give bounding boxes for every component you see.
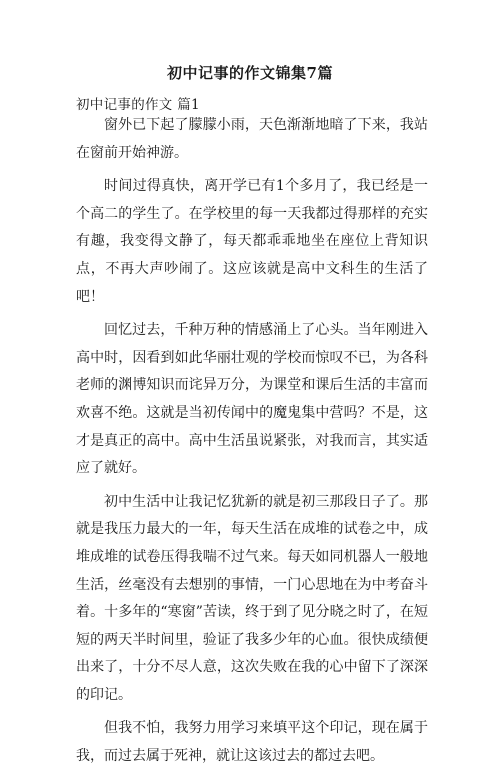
paragraph: 回忆过去，千种万种的情感涌上了心头。当年刚进入高中时，因看到如此华丽壮观的学校而惊叹不已，为各科老师的渊博知识而诧异万分，为课堂和课后生活的丰富而欢喜不绝。这就是当初传闻中的魔鬼集中营吗？不是，这才是真正的高中。高中生活虽说紧张，对我而言，其实适应了就好。: [76, 322, 428, 477]
section-title: 初中记事的作文 篇1: [76, 97, 200, 113]
paragraph: 但我不怕，我努力用学习来填平这个印记，现在属于我，而过去属于死神，就让这该过去的都过去吧。: [76, 720, 428, 765]
document-title: 初中记事的作文锦集7篇: [167, 64, 333, 82]
paragraph: 初中生活中让我记忆犹新的就是初三那段日子了。那就是我压力最大的一年，每天生活在成堆的试卷之中，成堆成堆的试卷压得我喘不过气来。每天如同机器人一般地生活，丝毫没有去想别的事情，一门心思地在为中考奋斗着。十多年的“寒窗”苦读，终于到了见分晓之时了，在短短的两天半时间里，验证了我多少年的心血。很快成绩便出来了，十分不尽人意，这次失败在我的心中留下了深深的印记。: [76, 493, 428, 703]
paragraph: 时间过得真快，离开学已有1个多月了，我已经是一个高二的学生了。在学校里的每一天我都过得那样的充实有趣，我变得文静了，每天都乖乖地坐在座位上背知识点，不再大声吵闹了。这应该就是高中文科生的生活了吧！: [76, 178, 428, 305]
document-body: [76, 112, 428, 777]
paragraph: 窗外已下起了朦朦小雨，天色渐渐地暗了下来，我站在窗前开始神游。: [76, 117, 428, 161]
